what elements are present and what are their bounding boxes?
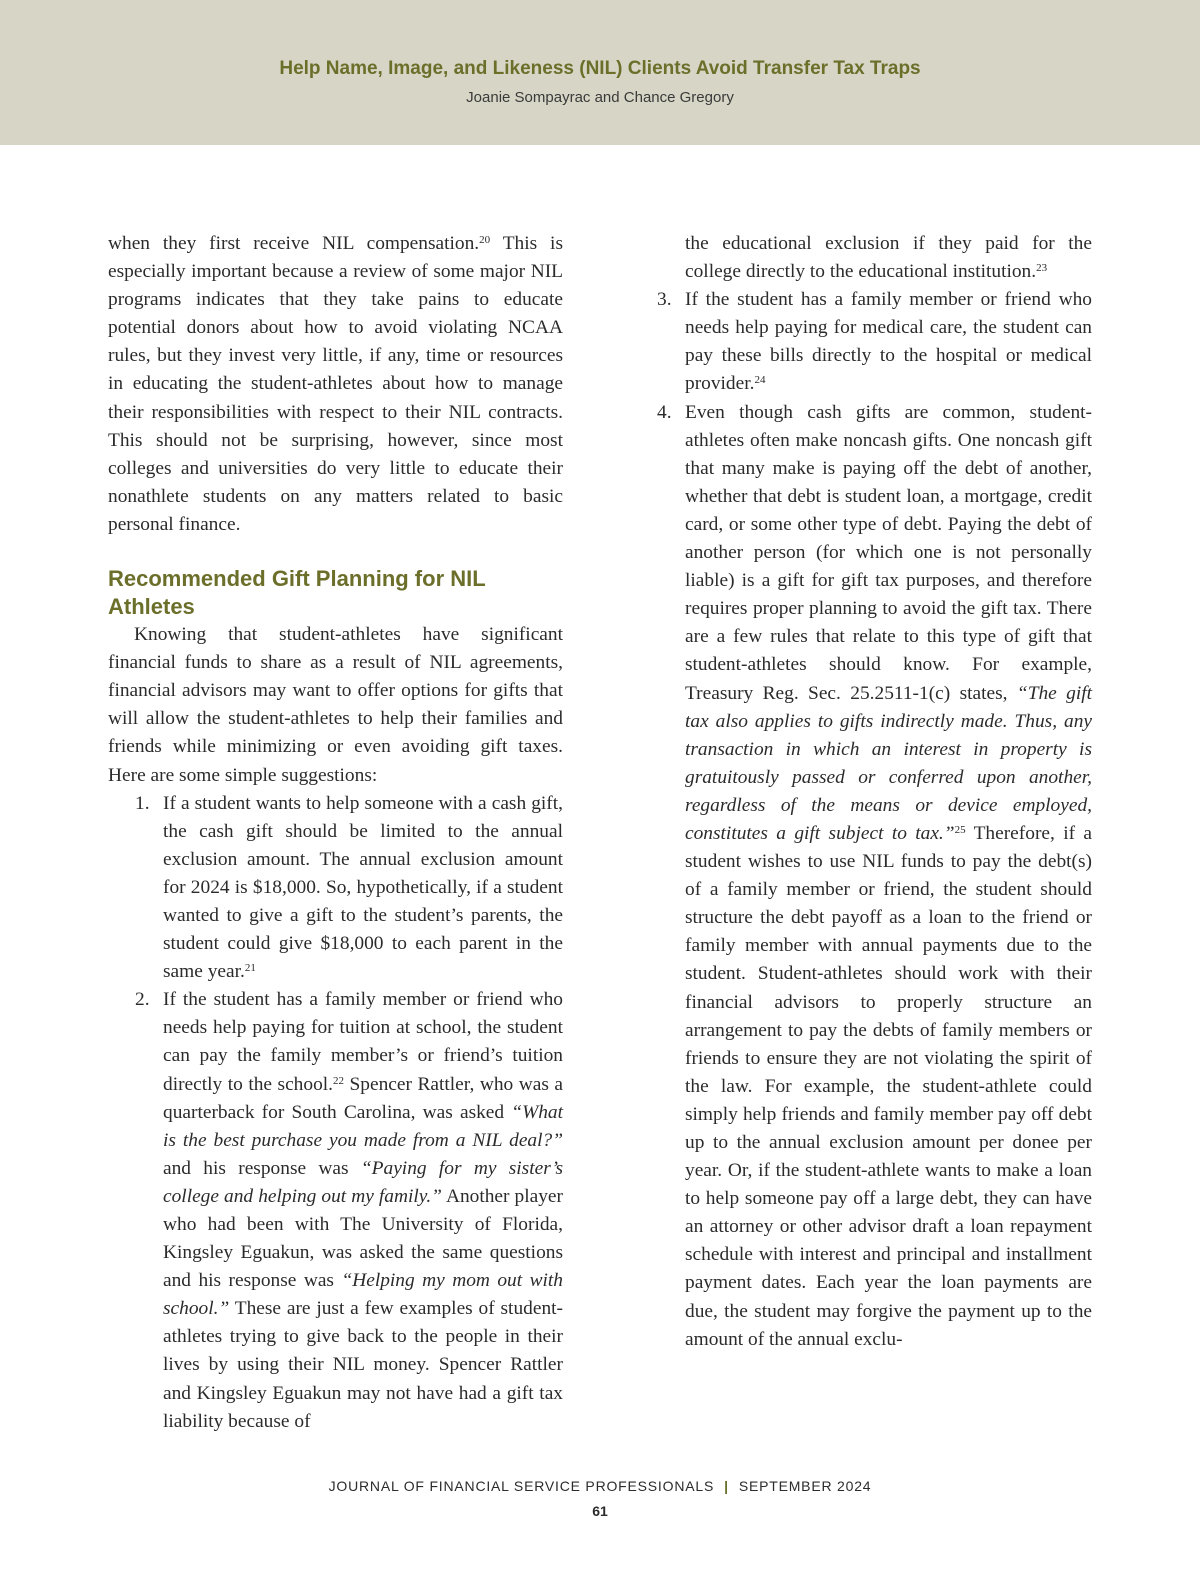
footnote-ref: 24 bbox=[754, 374, 766, 387]
footnote-ref: 21 bbox=[244, 962, 256, 975]
list-item: 4. Even though cash gifts are common, student-athletes often make noncash gifts. One noncash gift that many make is paying off the debt of another, whether that debt is student loan, a mortgage, credit card, or some other type of debt. Paying the debt of another person (for which one is not personally liable) is a gift for gift tax purposes, and therefore requires proper planning to avoid the gift tax. There are a few rules that relate to this type of gift that student-athletes should know. For example, Treasury Reg. Sec. 25.2511-1(c) states, “The gift tax also applies to gifts indirectly made. Thus, any transaction in which an interest in property is gratuitously passed or conferred upon another, regardless of the means or device employed, constitutes a gift subject to tax.”$^{25}$ Therefore, if a student wishes to use NIL funds to pay the debt(s) of a family member or friend, the student should structure the debt payoff as a loan to the friend or family member with annual payments due to the student. Student-athletes should work with their financial advisors to properly structure an arrangement to pay the debts of family members or friends to ensure they are not violating the spirit of the law. For example, the student-athlete could simply help friends and family member pay off debt up to the annual exclusion amount per donee per year. Or, if the student-athlete wants to make a loan to help someone pay off a large debt, they can have an attorney or other advisor draft a loan repayment schedule with interest and principal and installment payment dates. Each year the loan payments are due, the student may forgive the payment up to the amount of the annual exclu- bbox=[655, 399, 1092, 1354]
list-number: 1. bbox=[135, 792, 150, 814]
quote: “The gift tax also applies to gifts indirectly made. Thus, any transaction in which an interest in property is gratuitously passed or conferred upon another, regardless of the means or device employed, constitutes a gift subject to tax.” bbox=[685, 682, 1093, 844]
right-column bbox=[655, 230, 1092, 1354]
list-item-continuation: the educational exclusion if they paid for the college directly to the educational institution.$^{23}$ bbox=[685, 233, 1092, 283]
suggestions-list bbox=[108, 790, 563, 1436]
page-footer bbox=[0, 1478, 1200, 1494]
left-column bbox=[108, 230, 563, 1436]
list-item: 3. If the student has a family member or friend who needs help paying for medical care, the student can pay these bills directly to the hospital or medical provider.$^{24}$ bbox=[655, 286, 1092, 398]
section-heading: Recommended Gift Planning for NIL Athletes bbox=[108, 566, 486, 620]
list-number: 3. bbox=[657, 289, 672, 311]
quote: “What is the best purchase you made from a NIL deal?” bbox=[163, 1101, 563, 1151]
footnote-ref: 20 bbox=[479, 234, 491, 246]
article-title: Help Name, Image, and Likeness (NIL) Clients Avoid Transfer Tax Traps bbox=[279, 58, 921, 79]
journal-name: JOURNAL OF FINANCIAL SERVICE PROFESSIONALS bbox=[328, 1478, 715, 1494]
page-number: 61 bbox=[592, 1503, 608, 1519]
list-item: 2. If the student has a family member or friend who needs help paying for tuition at school, the student can pay the family member’s or friend’s tuition directly to the school.$^{22}$ Spencer Rattler, who was a quarterback for South Carolina, was asked “What is the best purchase you made from a NIL deal?” and his response was “Paying for my sister’s college and helping out my family.” Another player who had been with The University of Florida, Kingsley Eguakun, was asked the same questions and his response was “Helping my mom out with school.” These are just a few examples of student-athletes trying to give back to the people in their lives by using their NIL money. Spencer Rattler and Kingsley Eguakun may not have had a gift tax liability because of bbox=[108, 986, 563, 1436]
list-number: 4. bbox=[657, 401, 672, 423]
footnote-ref: 25 bbox=[954, 823, 966, 836]
intro-paragraph: when they first receive NIL compensation.$^{20}$ This is especially important because a review of some major NIL programs indicates that they take pains to educate potential donors about how to avoid violating NCAA rules, but they invest very little, if any, time or resources in educating the student-athletes about how to manage their responsibilities with respect to their NIL contracts. This should not be surprising, however, since most colleges and universities do very little to educate their nonathlete students on any matters related to basic personal finance. bbox=[108, 233, 563, 535]
list-item: 1. If a student wants to help someone with a cash gift, the cash gift should be limited to the annual exclusion amount. The annual exclusion amount for 2024 is $18,000. So, hypothetically, if a student wanted to give a gift to the student’s parents, the student could give $18,000 to each parent in the same year.$^{21}$ bbox=[108, 790, 563, 987]
quote: “Helping my mom out with school.” bbox=[163, 1270, 563, 1320]
quote: “Paying for my sister’s college and helping out my family.” bbox=[163, 1157, 563, 1207]
page-header bbox=[0, 0, 1200, 145]
section-paragraph: Knowing that student-athletes have significant financial funds to share as a result of NIL agreements, financial advisors may want to offer options for gifts that will allow the student-athletes to help their families and friends while minimizing or even avoiding gift taxes. Here are some simple suggestions: bbox=[108, 624, 563, 786]
list-number: 2. bbox=[135, 989, 150, 1011]
footer-separator: | bbox=[724, 1478, 729, 1494]
footnote-ref: 23 bbox=[1036, 262, 1048, 275]
article-authors: Joanie Sompayrac and Chance Gregory bbox=[466, 89, 734, 106]
suggestions-list-continued bbox=[655, 286, 1092, 1354]
issue-date: SEPTEMBER 2024 bbox=[738, 1478, 872, 1494]
footnote-ref: 22 bbox=[333, 1074, 344, 1087]
